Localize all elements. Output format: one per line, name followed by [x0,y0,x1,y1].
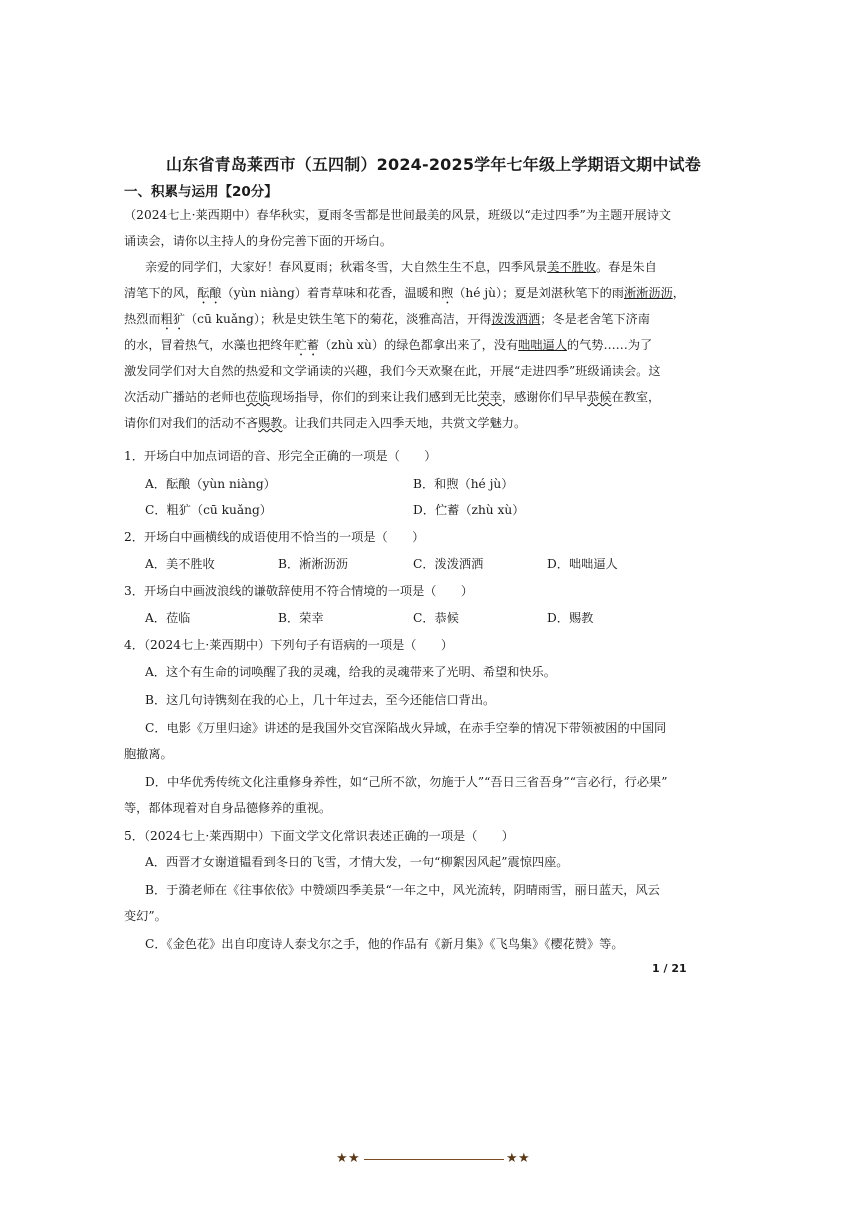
q5-option-a[interactable]: A．西晋才女谢道韫看到冬日的飞雪，才情大发，一句“柳絮因风起”震惊四座。 [145,855,569,869]
passage-line-7 [124,413,526,433]
text: 。春是朱自 [595,260,657,274]
star-icon: ★ [506,1151,518,1166]
section-heading: 一、积累与运用【20分】 [124,184,278,200]
q3-option-c[interactable]: C．恭候 [413,611,459,625]
q1-option-d[interactable]: D．伫蓄（zhù xù） [413,503,525,517]
passage-line-2 [124,283,685,307]
passage-line-4 [124,335,652,359]
q5-option-b-line-1[interactable]: B．于漪老师在《往事依依》中赞颂四季美景“一年之中，风光流转，阴晴雨雪，丽日蓝天，风云 [145,883,660,897]
text: 清笔下的风， [124,286,198,300]
text: 的气势……为了 [566,338,653,352]
q2-option-b[interactable]: B．淅淅沥沥 [278,557,348,571]
text: 在教室， [611,390,661,404]
q3-option-b[interactable]: B．荣幸 [278,611,324,625]
wavy-word: 莅临 [245,390,271,404]
text: 现场指导，你们的到来让我们感到无比 [270,390,478,404]
text: （hé jù）；夏是刘湛秋笔下的雨 [453,286,624,300]
passage-line-6 [124,387,660,407]
wavy-word: 恭候 [587,390,612,404]
text: ；冬是老舍笔下济南 [540,312,650,326]
dotted-word: 煦 [441,286,454,300]
q2-option-d[interactable]: D．咄咄逼人 [547,557,618,571]
text: 亲爱的同学们，大家好！春风夏雨；秋霜冬雪，大自然生生不息，四季风景 [145,260,548,274]
text: ，感谢你们早早 [501,390,588,404]
underlined-idiom: 淅淅沥沥 [623,286,673,300]
q5-option-c[interactable]: C．《金色花》出自印度诗人泰戈尔之手，他的作品有《新月集》《飞鸟集》《樱花赞》等。 [145,937,624,951]
passage-line-5: 激发同学们对大自然的热爱和文学诵读的兴趣，我们今天欢聚在此，开展“走进四季”班级诵读会。这 [124,364,661,378]
passage-line-1 [145,257,657,277]
text: 。让我们共同走入四季天地，共赏文学魅力。 [282,416,527,430]
text: 请你们对我们的活动不吝 [124,416,259,430]
q3-option-d[interactable]: D．赐教 [547,611,594,625]
page-number: 1 / 21 [652,962,687,975]
underlined-idiom: 泼泼洒洒 [491,312,541,326]
q4-option-d-line-1[interactable]: D．中华优秀传统文化注重修身养性，如“己所不欲，勿施于人”“吾日三省吾身”“言必行，行必果” [145,775,668,789]
q1-option-a[interactable]: A．酝酿（yùn niàng） [145,477,276,491]
text: （zhù xù）的绿色都拿出来了，没有 [319,338,519,352]
dotted-word: 粗犷 [160,312,185,326]
text: 热烈而 [124,312,161,326]
wavy-word: 赐教 [258,416,283,430]
dotted-word: 贮蓄 [294,338,319,352]
text: 次活动广播站的老师也 [124,390,246,404]
intro-line-2: 诵读会，请你以主持人的身份完善下面的开场白。 [124,234,393,248]
q4-option-a[interactable]: A．这个有生命的词唤醒了我的灵魂，给我的灵魂带来了光明、希望和快乐。 [145,665,556,679]
passage-line-3 [124,309,650,333]
star-icon: ★ [348,1151,360,1166]
text: （cū kuǎng）；秋是史铁生笔下的菊花，淡雅高洁，开得 [184,312,492,326]
q2-option-c[interactable]: C．泼泼洒洒 [413,557,484,571]
q4-option-c-line-1[interactable]: C．电影《万里归途》讲述的是我国外交官深陷战火异域，在赤手空拳的情况下带领被困的中国同 [145,721,667,735]
underlined-idiom: 咄咄逼人 [518,338,567,352]
q5-option-b-line-2: 变幻”。 [124,909,167,923]
star-icon: ★ [336,1151,348,1166]
q2-option-a[interactable]: A．美不胜收 [145,557,215,571]
q4-stem: 4．（2024七上·莱西期中）下列句子有语病的一项是（ ） [124,638,454,652]
underlined-idiom: 美不胜收 [547,260,596,274]
q3-stem: 3．开场白中画波浪线的谦敬辞使用不符合情境的一项是（ ） [124,584,474,598]
page-title: 山东省青岛莱西市（五四制）2024-2025学年七年级上学期语文期中试卷 [166,155,701,174]
intro-line-1: （2024七上·莱西期中）春华秋实，夏雨冬雪都是世间最美的风景，班级以“走过四季”为主题开展诗文 [124,208,672,222]
text: （yùn niàng）着青草味和花香，温暖和 [221,286,442,300]
dotted-word: 酝酿 [197,286,222,300]
q2-stem: 2．开场白中画横线的成语使用不恰当的一项是（ ） [124,530,425,544]
q4-option-d-line-2: 等，都体现着对自身品德修养的重视。 [124,801,332,815]
q4-option-b[interactable]: B．这几句诗镌刻在我的心上，几十年过去，至今还能信口背出。 [145,693,496,707]
q1-option-b[interactable]: B．和煦（hé jù） [413,477,514,491]
text: ， [672,286,685,300]
text: 的水，冒着热气，水藻也把终年 [124,338,295,352]
wavy-word: 荣幸 [477,390,502,404]
q1-stem: 1．开场白中加点词语的音、形完全正确的一项是（ ） [124,449,437,463]
q4-option-c-line-2: 胞撤离。 [124,747,173,761]
q1-option-c[interactable]: C．粗犷（cū kuǎng） [145,503,272,517]
footer-ornament [336,1150,532,1168]
ornament-rule [364,1159,504,1160]
q5-stem: 5．（2024七上·莱西期中）下面文学文化常识表述正确的一项是（ ） [124,829,514,843]
q3-option-a[interactable]: A．莅临 [145,611,191,625]
star-icon: ★ [518,1151,530,1166]
